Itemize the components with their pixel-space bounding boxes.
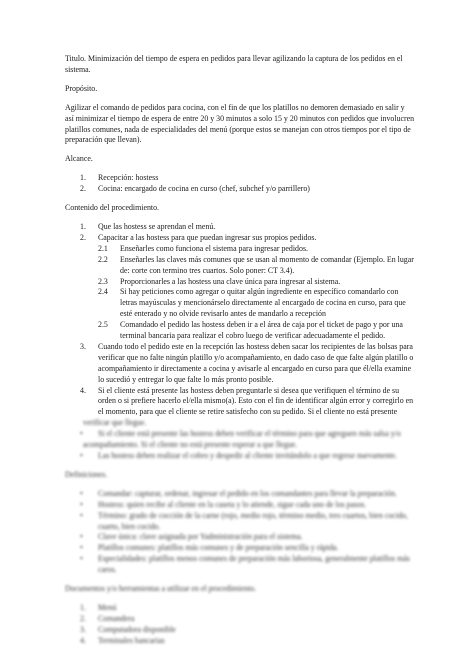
list-number: 1.: [80, 173, 86, 183]
definition-item: • Hostess: quien recibe al cliente en la caseta y lo atiende, sigue cada uno de los pasos.: [80, 499, 367, 509]
list-number: 3.: [80, 341, 86, 351]
blurred-preview: [65, 418, 415, 646]
list-text: Cocina: encargado de cocina en curso (chef, subchef y/o parrillero): [98, 184, 310, 194]
definitions-heading: Definiciones.: [65, 469, 108, 479]
procedure-heading: Contenido del procedimiento.: [65, 203, 160, 213]
list-number: 4.: [80, 385, 86, 395]
list-item: [65, 386, 415, 419]
document-item: 2. Comandera: [80, 613, 135, 623]
list-item: [65, 233, 415, 244]
definition-item: • Clave única: clave asignada por Yadministración para el sistema.: [80, 532, 303, 542]
blurred-line: • Las hostess deben realizar el cobro y despedir al cliente invitándolo a que regrese nuevamente.: [80, 451, 398, 460]
list-number: 2.: [80, 184, 86, 194]
sub-list-text: Si hay peticiones como agregar o quitar algún ingrediente en específico comandarlo con letras mayúsculas y mencionárselo directamente al encargado de cocina en curso, para que esté enterado y no olvide revisarlo antes de mandarlo a recepción: [120, 287, 406, 319]
list-item: [65, 342, 415, 386]
scope-list: [65, 173, 415, 195]
blurred-line: acompañamiento. Si el cliente no está presente esperar a que llegue.: [83, 440, 298, 450]
document-item: 1. Menú: [80, 602, 117, 612]
sub-list-text: Comandado el pedido las hostess deben ir a el área de caja por el ticket de pago y por una terminal bancaria para realizar el cobro luego de verificar adecuadamente el pedido.: [120, 320, 403, 341]
list-text: Capacitar a las hostess para que puedan ingresar sus propios pedidos.: [98, 232, 317, 242]
sub-list-item: [65, 277, 415, 288]
list-text: Recepción: hostess: [98, 173, 159, 183]
sub-list-number: 2.4: [98, 287, 108, 297]
list-text: Si el cliente está presente las hostess deben preguntarle si desea que verifiquen el término de su orden o si prefiere hacerlo el/ella mismo(a). Esto con el fin de identificar algún error y corregirlo en el momento, para que el cliente se retire satisfecho con su pedido. Si el cliente no está presente: [98, 385, 414, 417]
list-item: [65, 184, 415, 195]
document-title: Titulo. Minimización del tiempo de espera en pedidos para llevar agilizando la captura de los pedidos en el sistema.: [65, 54, 403, 74]
list-item: [65, 173, 415, 184]
sub-list-item: [65, 244, 415, 255]
document-item: 3. Computadora disponible: [80, 624, 176, 634]
definition-item: • Término: grado de cocción de la carne (rojo, medio rojo, término medio, tres cuartos, bien cocido, cuarto, bien cocido.: [80, 510, 408, 531]
sub-list-number: 2.2: [98, 254, 108, 264]
document-page: [65, 54, 415, 647]
definition-item: • Especialidades: platillos menos comunes de preparación más laboriosa, generalmente platillos más caros.: [80, 554, 410, 575]
list-item: [65, 222, 415, 233]
sub-list-text: Proporcionarles a las hostess una clave única para ingresar al sistema.: [120, 276, 341, 286]
sub-list-number: 2.3: [98, 276, 108, 286]
list-text: Cuando todo el pedido este en la recepción las hostess deben sacar los recipientes de las bolsas para verificar que no falte ningún platillo y/o acompañamiento, en dado caso de que falte algún platillo o acompañamiento ir directamente a cocina y avisarle al encargado en curso para que él/ella examine lo sucedió y entregar lo que falte lo más pronto posible.: [98, 341, 414, 384]
procedure-list: [65, 222, 415, 418]
definition-item: • Comandar: capturar, ordenar, ingresar el pedido en los comandantes para llevar la preparación.: [80, 488, 397, 498]
list-number: 2.: [80, 232, 86, 242]
purpose-text: Agilizar el comando de pedidos para cocina, con el fin de que los platillos no demoren demasiado en salir y así minimizar el tiempo de espera de entre 20 y 30 minutos a solo 15 y 20 minutos con pedidos que involucren platillos comunes, nada de especialidades del menú (porque estos se manejan con otros tiempos por el tipo de preparación que llevan).: [65, 102, 415, 145]
scope-heading: Alcance.: [65, 154, 93, 164]
list-text: Que las hostess se aprendan el menú.: [98, 221, 216, 231]
document-item: 4. Terminales bancarias: [80, 635, 165, 645]
sub-list-item: [65, 287, 415, 320]
sub-list-text: Enseñarles las claves más comunes que se usan al momento de comandar (Ejemplo. En lugar de: corte con termino tres cuartos. Solo poner: CT 3.4).: [120, 254, 414, 275]
sub-list-item: [65, 255, 415, 277]
documents-heading: Documentos y/o herramientas a utilizar en el procedimiento.: [65, 584, 257, 594]
list-number: 1.: [80, 221, 86, 231]
sub-list-text: Enseñarles como funciona el sistema para ingresar pedidos.: [120, 243, 308, 253]
purpose-heading: Propósito.: [65, 83, 98, 93]
sub-list-number: 2.1: [98, 243, 108, 253]
blurred-line: verificar que llegue.: [83, 418, 147, 428]
sub-list-item: [65, 320, 415, 342]
blurred-line: • Si el cliente está presente las hostess deben verificar el término para que agreguen más salsa y/o: [80, 429, 401, 439]
definition-item: • Platillos comunes: platillos más comunes y de preparación sencilla y rápida.: [80, 543, 339, 553]
sub-list-number: 2.5: [98, 320, 108, 330]
